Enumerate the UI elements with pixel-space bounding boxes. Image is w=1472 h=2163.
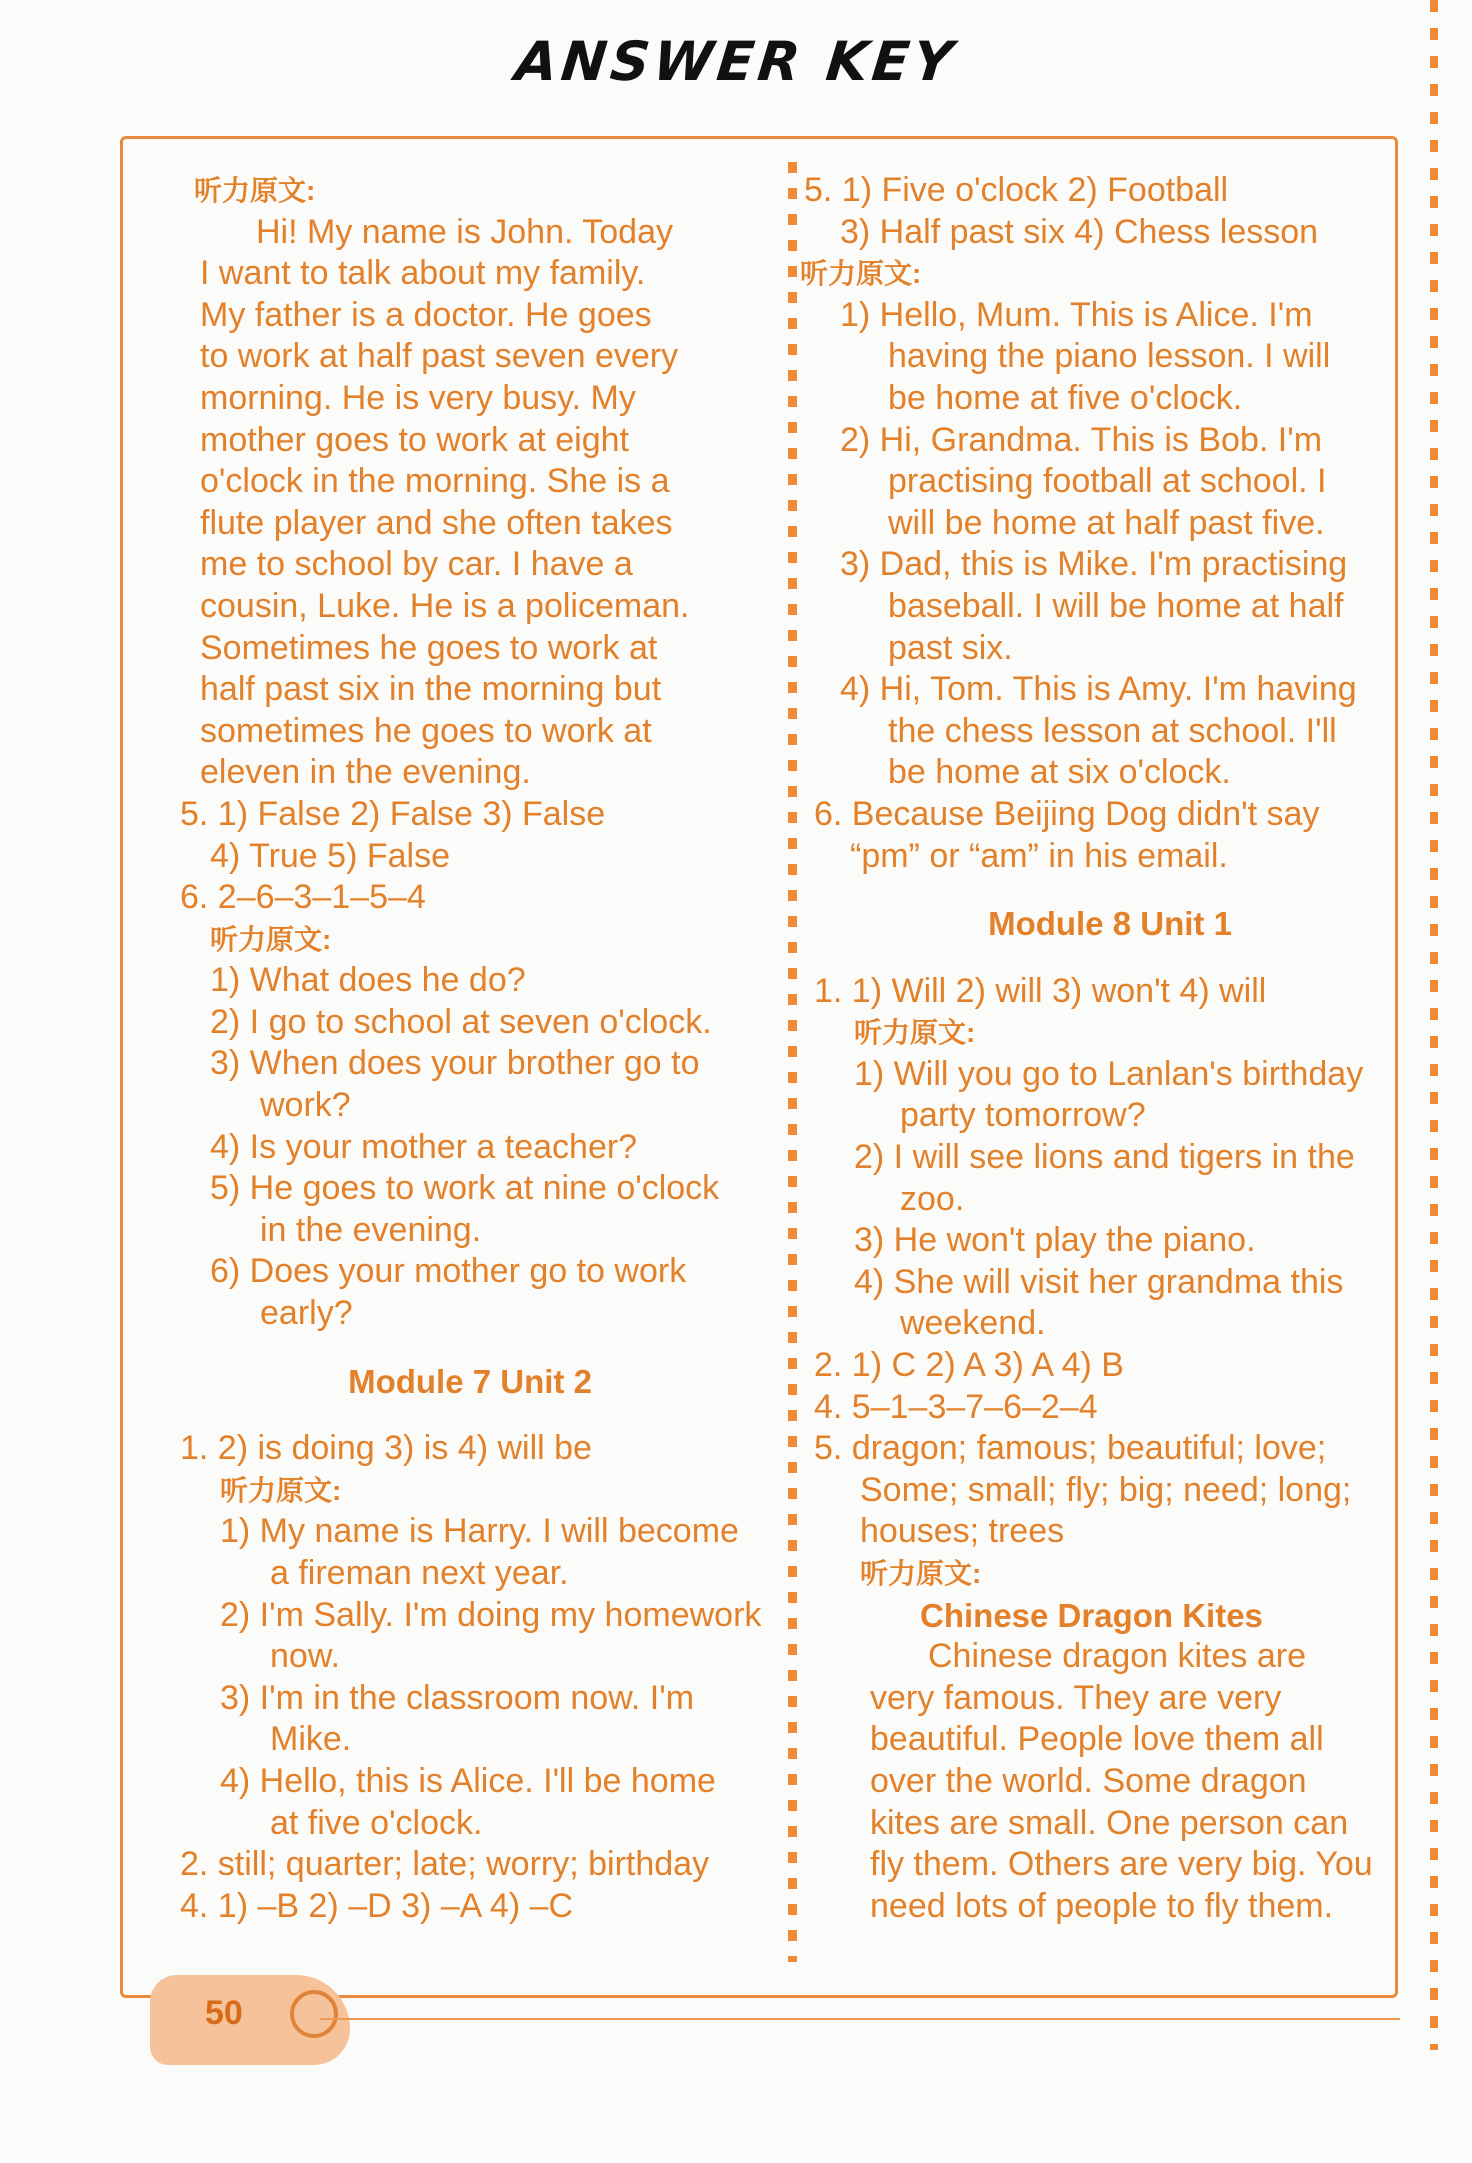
answer-line: past six. [888, 628, 1013, 667]
listening-script-label: 听力原文: [854, 1017, 976, 1049]
answer-line: 4) Is your mother a teacher? [210, 1127, 638, 1166]
answer-line: cousin, Luke. He is a policeman. [200, 586, 690, 625]
answer-line: 2. 1) C 2) A 3) A 4) B [814, 1346, 1124, 1385]
answer-line: “pm” or “am” in his email. [850, 836, 1228, 875]
answer-line: 5) He goes to work at nine o'clock [210, 1169, 720, 1208]
footer-rule [320, 2018, 1400, 2020]
answer-line: 4) True 5) False [210, 836, 450, 875]
answer-line: sometimes he goes to work at [200, 711, 652, 750]
answer-line: need lots of people to fly them. [870, 1886, 1334, 1925]
answer-line: 1) Will you go to Lanlan's birthday [854, 1054, 1364, 1093]
answer-line: 6. 2–6–3–1–5–4 [180, 878, 426, 917]
answer-line: mother goes to work at eight [200, 420, 630, 459]
answer-line: weekend. [900, 1304, 1046, 1343]
answer-line: Hi! My name is John. Today [256, 212, 673, 251]
answer-line: 3) When does your brother go to [210, 1044, 700, 1083]
page-title: ANSWER KEY [512, 30, 960, 93]
answer-line: having the piano lesson. I will [888, 337, 1331, 376]
spacer [800, 877, 1420, 903]
page-edge-dashes [1430, 0, 1438, 2050]
answer-line: 2. still; quarter; late; worry; birthday [180, 1845, 710, 1884]
spacer [180, 1402, 760, 1428]
answer-line: beautiful. People love them all [870, 1720, 1324, 1759]
answer-line: kites are small. One person can [870, 1803, 1349, 1842]
answer-line: 2) I will see lions and tigers in the [854, 1138, 1355, 1177]
answer-line: to work at half past seven every [200, 337, 679, 376]
answer-line: very famous. They are very [870, 1678, 1282, 1717]
answer-line: 2) I'm Sally. I'm doing my homework [220, 1595, 762, 1634]
answer-line: 6) Does your mother go to work [210, 1252, 687, 1291]
spacer [800, 945, 1420, 971]
listening-script-label: 听力原文: [210, 923, 332, 955]
answer-line: 3) Dad, this is Mike. I'm practising [840, 545, 1348, 584]
swirl-decoration-icon [290, 1990, 338, 2038]
answer-line: 3) He won't play the piano. [854, 1221, 1256, 1260]
passage-title: Chinese Dragon Kites [920, 1596, 1263, 1634]
answer-line: houses; trees [860, 1512, 1065, 1551]
answer-line: at five o'clock. [270, 1803, 483, 1842]
answer-line: 2) I go to school at seven o'clock. [210, 1002, 712, 1041]
left-column [180, 170, 760, 1927]
module-heading: Module 8 Unit 1 [988, 905, 1232, 943]
listening-script-label: 听力原文: [220, 1474, 342, 1506]
answer-line: flute player and she often takes [200, 503, 673, 542]
answer-line: be home at six o'clock. [888, 753, 1231, 792]
answer-line: Mike. [270, 1720, 352, 1759]
answer-line: half past six in the morning but [200, 670, 662, 709]
answer-line: 5. 1) False 2) False 3) False [180, 794, 606, 833]
listening-script-label: 听力原文: [194, 175, 316, 206]
answer-line: be home at five o'clock. [888, 378, 1243, 417]
answer-line: fly them. Others are very big. You [870, 1845, 1373, 1884]
answer-line: morning. He is very busy. My [200, 378, 636, 417]
answer-line: practising football at school. I [888, 462, 1327, 501]
answer-line: work? [260, 1086, 351, 1125]
listening-script-label: 听力原文: [860, 1558, 982, 1589]
right-column [800, 170, 1420, 1927]
answer-line: 1) My name is Harry. I will become [220, 1512, 739, 1551]
answer-line: in the evening. [260, 1210, 482, 1249]
module-heading: Module 7 Unit 2 [348, 1362, 592, 1400]
answer-line: me to school by car. I have a [200, 545, 633, 584]
answer-line: 2) Hi, Grandma. This is Bob. I'm [840, 420, 1323, 459]
answer-line: early? [260, 1294, 353, 1333]
answer-line: My father is a doctor. He goes [200, 295, 652, 334]
listening-script-label: 听力原文: [800, 258, 922, 290]
answer-line: 3) I'm in the classroom now. I'm [220, 1678, 695, 1717]
answer-line: 4. 5–1–3–7–6–2–4 [814, 1387, 1098, 1426]
answer-line: now. [270, 1637, 340, 1676]
answer-line: Chinese dragon kites are [928, 1637, 1307, 1676]
answer-line: o'clock in the morning. She is a [200, 462, 670, 501]
answer-line: 4) Hi, Tom. This is Amy. I'm having [840, 670, 1357, 709]
answer-line: party tomorrow? [900, 1096, 1146, 1135]
answer-line: 5. 1) Five o'clock 2) Football [804, 171, 1229, 209]
answer-line: over the world. Some dragon [870, 1761, 1307, 1800]
answer-line: 1. 1) Will 2) will 3) won't 4) will [814, 971, 1267, 1010]
answer-line: 4. 1) –B 2) –D 3) –A 4) –C [180, 1886, 574, 1925]
answer-line: Some; small; fly; big; need; long; [860, 1470, 1352, 1509]
spacer [180, 1335, 760, 1361]
answer-line: 1. 2) is doing 3) is 4) will be [180, 1429, 592, 1468]
answer-line: 4) Hello, this is Alice. I'll be home [220, 1761, 716, 1800]
answer-line: a fireman next year. [270, 1554, 569, 1592]
answer-line: 3) Half past six 4) Chess lesson [840, 212, 1319, 251]
page-number: 50 [205, 1994, 243, 2032]
answer-line: 5. dragon; famous; beautiful; love; [814, 1429, 1327, 1468]
answer-line: will be home at half past five. [888, 503, 1325, 542]
answer-line: zoo. [900, 1179, 965, 1218]
answer-line: 6. Because Beijing Dog didn't say [814, 794, 1320, 833]
answer-line: Sometimes he goes to work at [200, 628, 658, 667]
answer-line: 1) What does he do? [210, 961, 526, 1000]
column-divider [788, 162, 797, 1962]
answer-line: I want to talk about my family. [200, 254, 646, 293]
answer-line: 1) Hello, Mum. This is Alice. I'm [840, 295, 1313, 334]
answer-line: 4) She will visit her grandma this [854, 1262, 1344, 1301]
answer-line: baseball. I will be home at half [888, 586, 1344, 625]
answer-line: the chess lesson at school. I'll [888, 711, 1337, 750]
answer-line: eleven in the evening. [200, 753, 531, 792]
